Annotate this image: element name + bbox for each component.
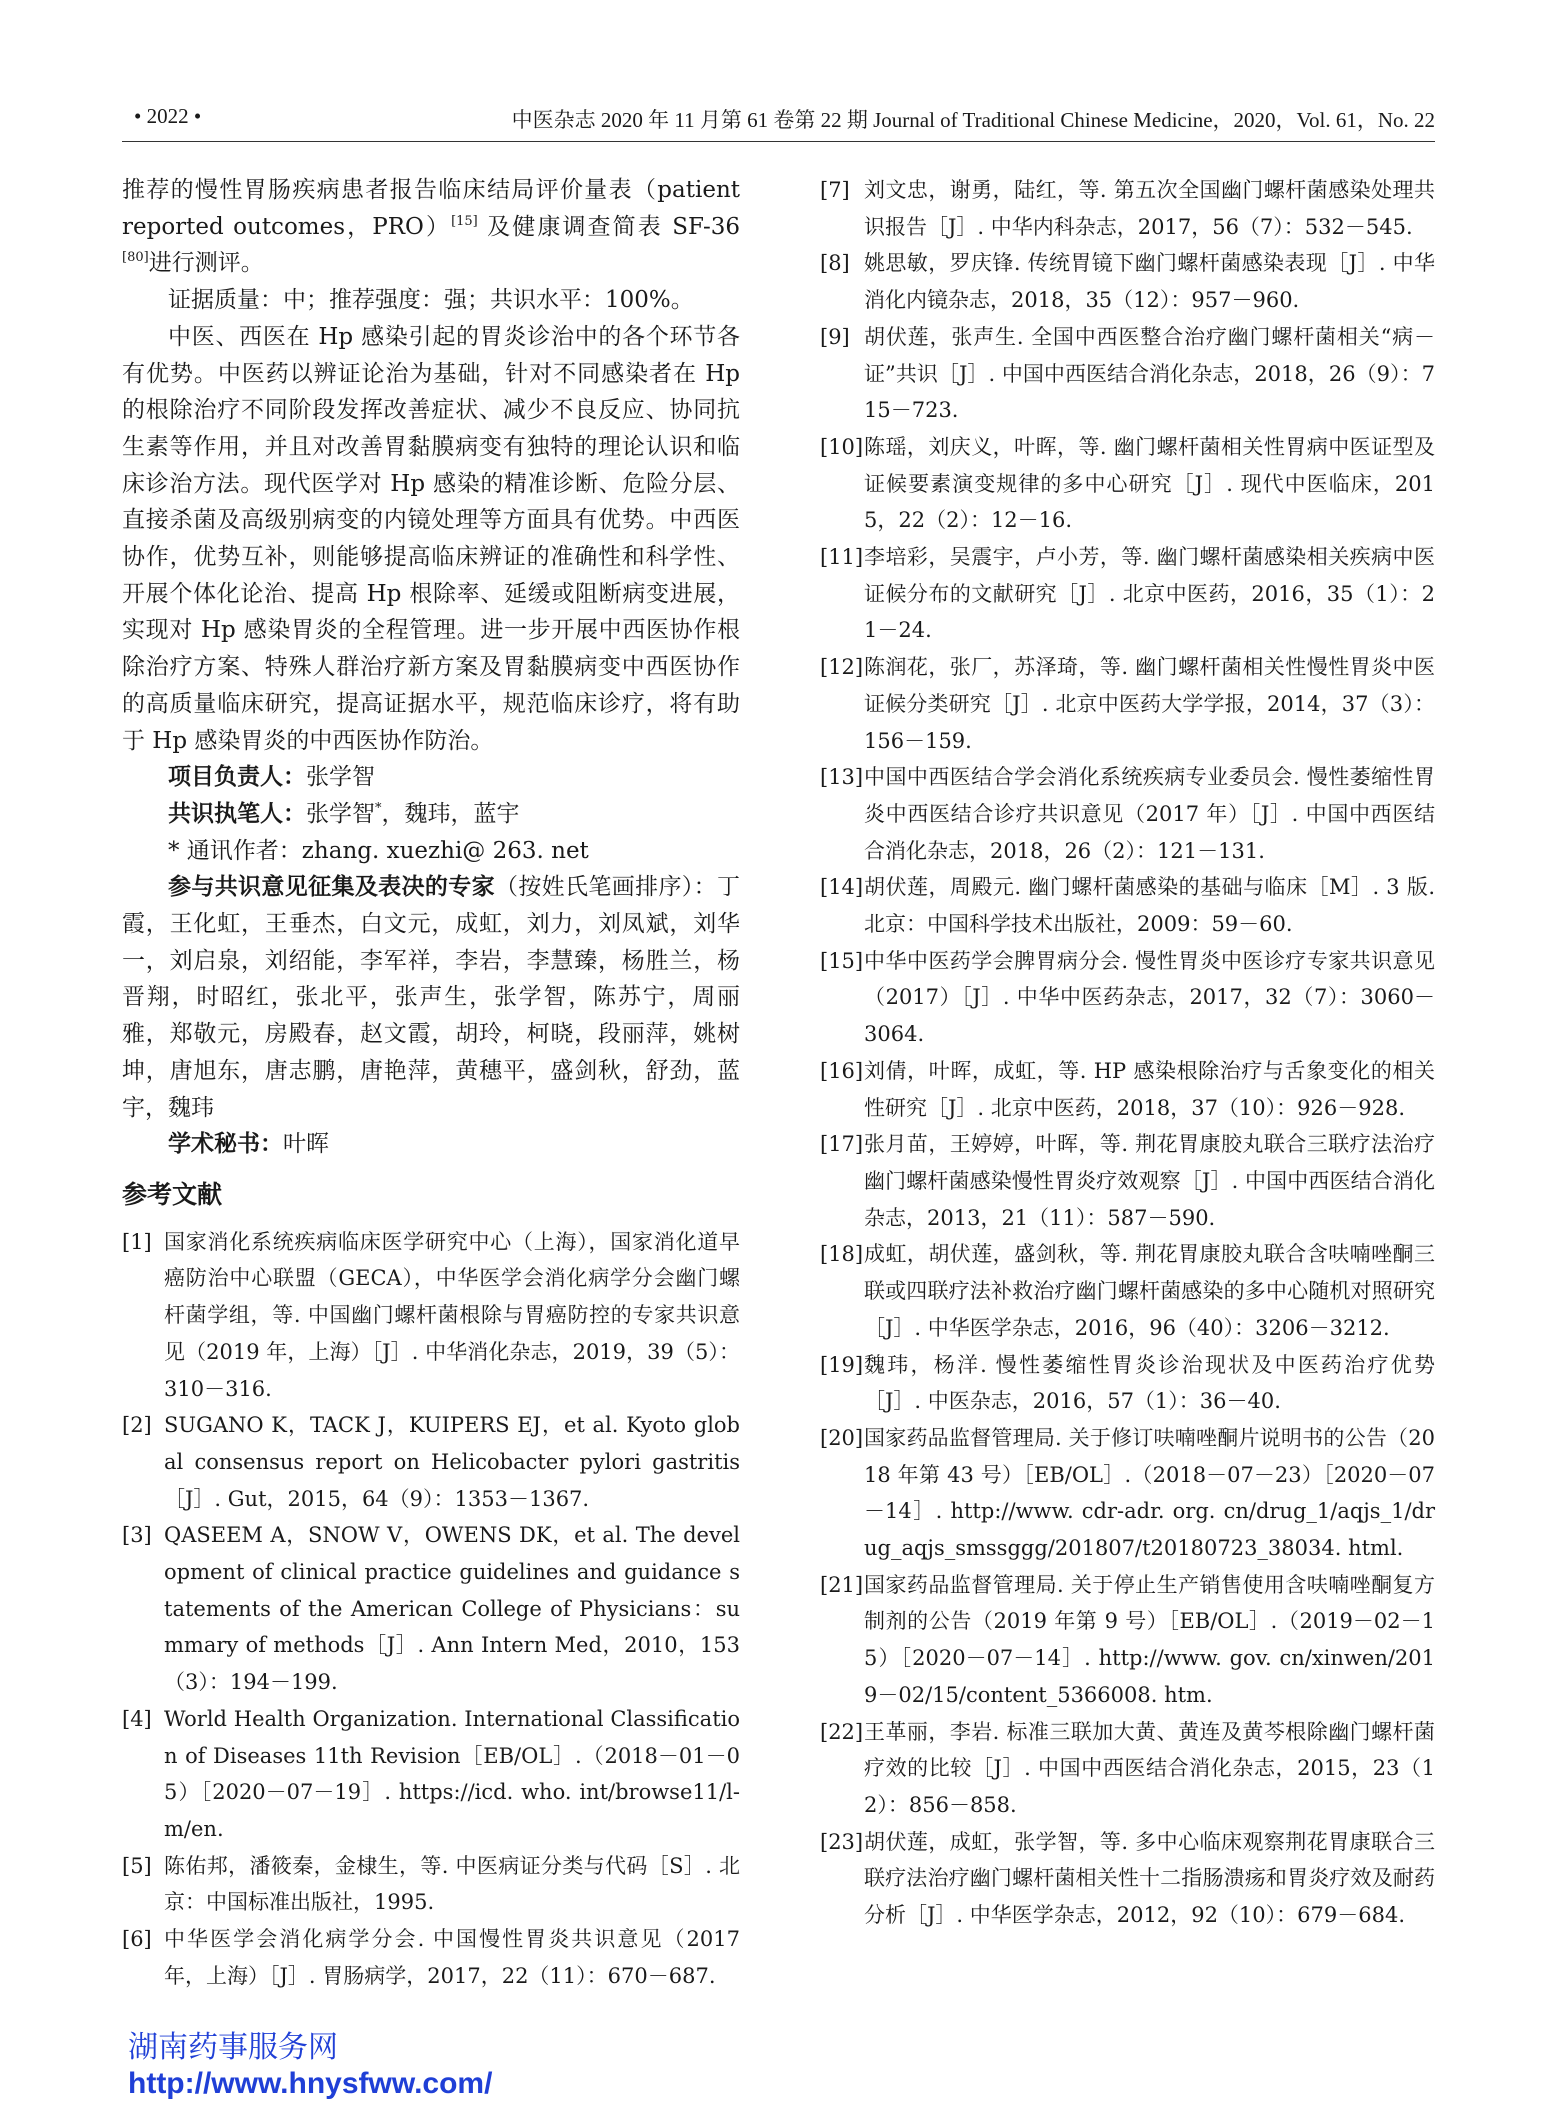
reference-item: [820, 1824, 1435, 1934]
body-paragraph: 中医、西医在 Hp 感染引起的胃炎诊治中的各个环节各有优势。中医药以辨证论治为基础，针对不同感染者在 Hp 的根除治疗不同阶段发挥改善症状、减少不良反应、协同抗生素等作用，并且对改善胃黏膜病变有独特的理论认识和临床诊治方法。现代医学对 Hp 感染的精准诊断、危险分层、直接杀菌及高级别病变的内镜处理等方面具有优势。中西医协作，优势互补，则能够提高临床辨证的准确性和科学性、开展个体化论治、提高 Hp 根除率、延缓或阻断病变进展，实现对 Hp 感染胃炎的全程管理。进一步开展中西医协作根除治疗方案、特殊人群治疗新方案及胃黏膜病变中西医协作的高质量临床研究，提高证据水平，规范临床诊疗，将有助于 Hp 感染胃炎的中西医协作防治。: [122, 323, 740, 754]
reference-item: [820, 759, 1435, 869]
writers-label: 共识执笔人：: [168, 799, 306, 827]
reference-text: 刘文忠，谢勇，陆红，等. 第五次全国幽门螺杆菌感染处理共识报告［J］. 中华内科杂志，2017，56（7）：532－545.: [864, 178, 1435, 239]
reference-item: [820, 1126, 1435, 1236]
project-lead-name: 张学智: [306, 764, 375, 791]
page-number: • 2022 •: [134, 104, 202, 128]
reference-item: [122, 1848, 740, 1921]
reference-item: [820, 429, 1435, 539]
reference-item: [820, 1053, 1435, 1126]
reference-text: 胡伏莲，成虹，张学智，等. 多中心临床观察荆花胃康联合三联疗法治疗幽门螺杆菌相关性十二指肠溃疡和胃炎疗效及耐药分析［J］. 中华医学杂志，2012，92（10）：679－684.: [864, 1829, 1435, 1928]
reference-number: [1]: [122, 1229, 152, 1254]
reference-number: [23]: [820, 1829, 864, 1854]
paragraph-text: 及健康调查简表 SF-36: [477, 213, 740, 240]
reference-number: [3]: [122, 1523, 152, 1548]
reference-number: [7]: [820, 178, 850, 202]
experts-label: 参与共识意见征集及表决的专家: [168, 873, 495, 901]
reference-item: [820, 245, 1435, 318]
reference-text: 国家消化系统疾病临床医学研究中心（上海），国家消化道早癌防治中心联盟（GECA），中华医学会消化病学分会幽门螺杆菌学组，等. 中国幽门螺杆菌根除与胃癌防控的专家共识意见（2019 年，上海）［J］. 中华消化杂志，2019，39（5）：310－316.: [164, 1229, 740, 1401]
reference-text: 国家药品监督管理局. 关于停止生产销售使用含呋喃唑酮复方制剂的公告（2019 年第 9 号）［EB/OL］.（2019－02－15）［2020－07－14］. http://www. gov. cn/xinwen/2019－02/15/content_5366008. htm.: [864, 1572, 1435, 1707]
watermark-site-name: 湖南药事服务网: [128, 2030, 338, 2065]
reference-item: [820, 172, 1435, 245]
header-divider: [122, 141, 1435, 142]
reference-number: [14]: [820, 875, 864, 900]
reference-number: [8]: [820, 251, 850, 276]
reference-item: [820, 1714, 1435, 1824]
reference-number: [18]: [820, 1242, 864, 1267]
contact-line: * 通讯作者：zhang. xuezhi@ 263. net: [168, 837, 589, 864]
project-lead-label: 项目负责人：: [168, 763, 306, 791]
project-lead-line: [122, 759, 740, 796]
reference-text: QASEEM A，SNOW V，OWENS DK，et al. The development of clinical practice guidelines and guidance statements of the American College of Physicians：summary of methods［J］. Ann Intern Med，2010，153（3）：194－199.: [164, 1523, 740, 1695]
reference-item: [820, 1347, 1435, 1420]
reference-number: [17]: [820, 1132, 864, 1157]
reference-number: [6]: [122, 1927, 152, 1952]
left-column: [122, 172, 740, 1994]
reference-item: [122, 1921, 740, 1994]
reference-item: [820, 943, 1435, 1053]
reference-text: 胡伏莲，周殿元. 幽门螺杆菌感染的基础与临床［M］. 3 版. 北京：中国科学技术出版社，2009：59－60.: [864, 875, 1435, 937]
reference-number: [15]: [820, 948, 864, 973]
writer-names: ，魏玮，蓝宇: [381, 800, 520, 827]
watermark: [128, 2030, 492, 2102]
reference-number: [4]: [122, 1706, 152, 1731]
body-paragraph: [122, 172, 740, 282]
reference-text: 成虹，胡伏莲，盛剑秋，等. 荆花胃康胶丸联合含呋喃唑酮三联或四联疗法补救治疗幽门螺杆菌感染的多中心随机对照研究［J］. 中华医学杂志，2016，96（40）：3206－3212.: [864, 1242, 1435, 1340]
reference-item: [122, 1224, 740, 1408]
writers-line: [122, 796, 740, 833]
reference-text: 刘倩，叶晖，成虹，等. HP 感染根除治疗与舌象变化的相关性研究［J］. 北京中医药，2018，37（10）：926－928.: [864, 1058, 1435, 1120]
references-list-left: [122, 1224, 740, 1995]
experts-paragraph: [122, 869, 740, 1126]
reference-text: SUGANO K，TACK J，KUIPERS EJ，et al. Kyoto global consensus report on Helicobacter pylori gastritis［J］. Gut，2015，64（9）：1353－1367.: [164, 1413, 740, 1511]
page-header: [122, 104, 1435, 138]
secretary-line: [122, 1126, 740, 1163]
reference-text: 国家药品监督管理局. 关于修订呋喃唑酮片说明书的公告（2018 年第 43 号）［EB/OL］.（2018－07－23）［2020－07－14］. http://www. cdr-adr. org. cn/drug_1/aqjs_1/drug_aqjs_smssggg/201807/t20180723_38034. html.: [864, 1425, 1435, 1561]
reference-text: 陈佑邦，潘筱秦，金棣生，等. 中医病证分类与代码［S］. 北京：中国标准出版社，1995.: [164, 1853, 740, 1915]
reference-number: [13]: [820, 765, 864, 790]
reference-number: [16]: [820, 1058, 864, 1083]
running-title: 中医杂志 2020 年 11 月第 61 卷第 22 期 Journal of Traditional Chinese Medicine，2020，Vol. 61，No. 22: [511, 108, 1435, 132]
reference-item: [820, 539, 1435, 649]
reference-item: [820, 1567, 1435, 1714]
reference-text: 陈润花，张厂，苏泽琦，等. 幽门螺杆菌相关性慢性胃炎中医证候分类研究［J］. 北京中医药大学学报，2014，37（3）：156－159.: [864, 655, 1435, 753]
reference-number: [19]: [820, 1352, 864, 1377]
reference-text: 魏玮，杨洋. 慢性萎缩性胃炎诊治现状及中医药治疗优势［J］. 中医杂志，2016，57（1）：36－40.: [864, 1352, 1435, 1414]
reference-item: [820, 649, 1435, 759]
reference-text: 陈瑶，刘庆义，叶晖，等. 幽门螺杆菌相关性胃病中医证型及证候要素演变规律的多中心研究［J］. 现代中医临床，2015，22（2）：12－16.: [864, 434, 1435, 533]
paragraph-text: 进行测评。: [148, 250, 264, 277]
reference-item: [122, 1407, 740, 1517]
paragraph-text: 推荐的慢性胃肠疾病患者报告临床结局评价量表（patient reported outcomes，PRO）: [122, 177, 740, 240]
reference-item: [820, 1420, 1435, 1567]
reference-text: 中华医学会消化病学分会. 中国慢性胃炎共识意见（2017 年，上海）［J］. 胃肠病学，2017，22（11）：670－687.: [164, 1927, 740, 1988]
watermark-url[interactable]: http://www.hnysfww.com/: [128, 2067, 493, 2100]
reference-number: [5]: [122, 1853, 152, 1878]
reference-item: [820, 319, 1435, 429]
reference-text: 姚思敏，罗庆锋. 传统胃镜下幽门螺杆菌感染表现［J］. 中华消化内镜杂志，2018，35（12）：957－960.: [864, 251, 1435, 313]
reference-number: [11]: [820, 545, 864, 570]
reference-item: [122, 1517, 740, 1701]
evidence-statement: 证据质量：中；推荐强度：强；共识水平：100%。: [168, 287, 694, 314]
reference-number: [22]: [820, 1719, 864, 1744]
reference-number: [9]: [820, 324, 850, 349]
reference-number: [10]: [820, 434, 864, 459]
secretary-name: 叶晖: [283, 1131, 329, 1158]
reference-number: [20]: [820, 1425, 864, 1450]
reference-text: 中华中医药学会脾胃病分会. 慢性胃炎中医诊疗专家共识意见（2017）［J］. 中华中医药杂志，2017，32（7）：3060－3064.: [864, 948, 1435, 1047]
reference-text: 王革丽，李岩. 标准三联加大黄、黄连及黄芩根除幽门螺杆菌疗效的比较［J］. 中国中西医结合消化杂志，2015，23（12）：856－858.: [864, 1719, 1435, 1817]
corresponding-mark: *: [375, 800, 382, 816]
reference-item: [122, 1701, 740, 1848]
right-column: [820, 172, 1435, 1934]
reference-item: [820, 869, 1435, 942]
secretary-label: 学术秘书：: [168, 1130, 283, 1158]
reference-text: 李培彩，吴震宇，卢小芳，等. 幽门螺杆菌感染相关疾病中医证候分布的文献研究［J］. 北京中医药，2016，35（1）：21－24.: [864, 545, 1435, 643]
reference-text: 胡伏莲，张声生. 全国中西医整合治疗幽门螺杆菌相关“病－证”共识［J］. 中国中西医结合消化杂志，2018，26（9）：715－723.: [864, 324, 1435, 423]
reference-item: [820, 1236, 1435, 1346]
references-heading: 参考文献: [122, 1179, 223, 1209]
experts-list: （按姓氏笔画排序）：丁霞，王化虹，王垂杰，白文元，成虹，刘力，刘凤斌，刘华一，刘启泉，刘绍能，李军祥，李岩，李慧臻，杨胜兰，杨晋翔，时昭红，张北平，张声生，张学智，陈苏宁，周丽雅，郑敬元，房殿春，赵文霞，胡玲，柯晓，段丽萍，姚树坤，唐旭东，唐志鹏，唐艳萍，黄穗平，盛剑秋，舒劲，蓝宇，魏玮: [122, 874, 741, 1121]
reference-number: [12]: [820, 655, 864, 680]
reference-text: 张月苗，王婷婷，叶晖，等. 荆花胃康胶丸联合三联疗法治疗幽门螺杆菌感染慢性胃炎疗效观察［J］. 中国中西医结合消化杂志，2013，21（11）：587－590.: [864, 1132, 1435, 1230]
reference-text: 中国中西医结合学会消化系统疾病专业委员会. 慢性萎缩性胃炎中西医结合诊疗共识意见（2017 年）［J］. 中国中西医结合消化杂志，2018，26（2）：121－131.: [864, 765, 1435, 863]
citation-marker: [15]: [451, 213, 478, 229]
reference-number: [2]: [122, 1413, 152, 1438]
writer-name: 张学智: [306, 800, 375, 827]
citation-marker: [80]: [122, 250, 149, 266]
reference-number: [21]: [820, 1572, 864, 1597]
reference-text: World Health Organization. International Classification of Diseases 11th Revision［EB/OL］.（2018－01－05）［2020－07－19］. https://icd. who. int/browse11/l-m/en.: [164, 1706, 740, 1841]
